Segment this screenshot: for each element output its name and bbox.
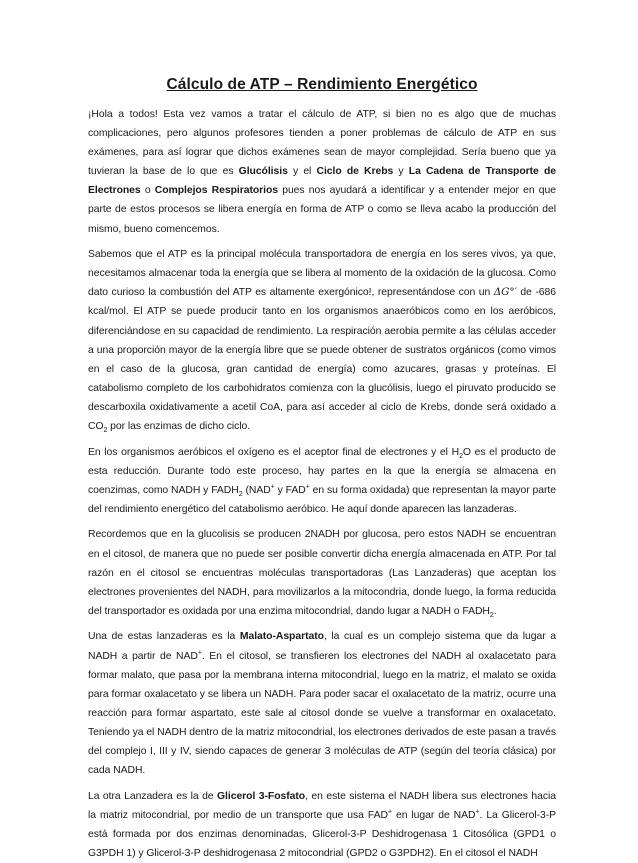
paragraph-intro xyxy=(88,105,556,239)
superscript: + xyxy=(387,808,392,816)
text-run: y xyxy=(393,166,409,178)
superscript: + xyxy=(197,649,202,657)
text-run: Una de estas lanzaderas es la xyxy=(88,631,240,643)
text-run: por las enzimas de dicho ciclo. xyxy=(107,421,251,432)
text-run: en su forma oxidada) que representan la mayor parte del rendimiento energético del catabolismo aeróbico. He aquí donde aparecen las lanzaderas. xyxy=(88,484,556,515)
text-run: o xyxy=(140,185,155,197)
text-run: en lugar de NAD xyxy=(392,809,476,821)
bold-term-malato-aspartato: Malato-Aspartato xyxy=(239,631,324,643)
text-run: Sabemos que el ATP es la principal molécula transportadora de energía en los seres vivos, ya que, necesitamos almacenar toda la energía que se libera al momento de la oxidación de la glucosa. Como dato curioso la combustión del ATP es altamente exergónico!, representándose con un xyxy=(88,249,556,299)
bold-term-cadena-transporte: La Cadena de Transporte de Electrones xyxy=(88,166,556,197)
subscript: 2 xyxy=(103,427,108,435)
subscript: 2 xyxy=(459,452,463,460)
text-run: En los organismos aeróbicos el oxígeno es el aceptor final de electrones y el H xyxy=(88,446,460,458)
text-run: Recordemos que en la glucolisis se producen 2NADH por glucosa, pero estos NADH se encuentran en el citosol, de manera que no puede ser posible convertir dicha energía almacenada en ATP. Por tal razón en el citosol se encuentras moléculas transportadoras (Las Lanzaderas) que aceptan los electrones provenientes del NADH, para movilizarlos a la mitocondria, donde luego, la forma reducida del transportador es oxidada por una enzima mitocondrial, dando lugar a NADH o FADH xyxy=(88,529,556,617)
text-run: , en este sistema el NADH libera sus electrones hacia la matriz mitocondrial, por medio de un transporte que usa FAD xyxy=(88,790,557,821)
text-run: . En el citosol, se transfieren los electrones del NADH al oxalacetato para formar malato, que pasa por la membrana interna mitocondrial, luego en la matriz, el malato se oxida para formar oxalacetato y se libera un NADH. Para poder sacar el oxalacetato de la matriz, ocurre una reacción para formar aspartato, este sale al citosol donde se vuelve a transformar en oxalacetato. Teniendo ya el NADH dentro de la matriz mitocondrial, los electrones derivados de este pasan a través del complejo I, III y IV, siendo capaces de generar 3 moléculas de ATP (según del teoría clásica) por cada NADH. xyxy=(88,650,557,777)
delta-g-symbol: ΔG°′ xyxy=(493,286,517,299)
paragraph-atp-energy xyxy=(88,245,556,436)
text-run: y el xyxy=(287,166,317,178)
paragraph-glucolisis-nadh xyxy=(88,525,556,620)
bold-term-complejos: Complejos Respiratorios xyxy=(154,185,279,197)
text-run: y FAD xyxy=(274,484,306,496)
superscript: + xyxy=(270,483,275,491)
text-run: . xyxy=(493,605,497,617)
subscript: 2 xyxy=(238,490,243,498)
superscript: + xyxy=(305,483,310,491)
text-run: , la cual es un complejo sistema que da lugar a NADH a partir de NAD xyxy=(88,631,556,662)
paragraph-aerobic xyxy=(88,443,556,519)
text-run: pues nos ayudará a identificar y a entender mejor en que parte de estos procesos se libera energía en forma de ATP o como se lleva acabo la producción del mismo, bueno comencemos. xyxy=(88,185,556,235)
paragraph-glicerol-fosfato xyxy=(88,787,556,863)
text-run: ¡Hola a todos! Esta vez vamos a tratar el cálculo de ATP, si bien no es algo que de muchas complicaciones, pero algunos profesores tienden a poner problemas de cálculo de ATP en sus exámenes, para así lograr que dichos exámenes sean de mayor complejidad. Sería bueno que ya tuvieran la base de lo que es xyxy=(88,109,556,178)
text-run: La otra Lanzadera es la de xyxy=(88,790,218,802)
text-run: (NAD xyxy=(242,484,271,496)
text-run: . La Glicerol-3-P está formada por dos enzimas denominadas, Glicerol-3-P Deshidrogenasa 1 Citosólica (GPD1 o G3PDH 1) y Glicerol-3-P deshidrogenasa 2 mitocondrial (GPD2 o G3PDH2). En el citosol el NADH xyxy=(88,809,557,859)
bold-term-glicerol-3-fosfato: Glicerol 3-Fosfato xyxy=(217,790,306,802)
superscript: + xyxy=(475,808,480,816)
subscript: 2 xyxy=(489,611,494,619)
bold-term-glucolisis: Glucólisis xyxy=(238,166,288,178)
text-run: de -686 kcal/mol. El ATP se puede producir tanto en los organismos anaeróbicos como en los aeróbicos, diferenciándose en su capacidad de rendimiento. La respiración aerobia permite a las células acceder a una proporción mayor de la energía libre que se puede obtener de sustratos orgánicos (como vimos en el caso de la glucosa, gran cantidad de energía) como azucares, grasas y proteínas. El catabolismo completo de los carbohidratos comienza con la glucólisis, luego el piruvato producido se descarboxila oxidativamente a acetil CoA, para así acceder al ciclo de Krebs, donde será oxidado a CO xyxy=(88,287,556,432)
text-run: O es el producto de esta reducción. Durante todo este proceso, hay partes en la que la energía se almacena en coenzimas, como NADH y FADH xyxy=(88,446,556,496)
document-title: Cálculo de ATP – Rendimiento Energético xyxy=(166,76,478,93)
bold-term-krebs: Ciclo de Krebs xyxy=(316,166,394,178)
paragraph-malato-aspartato xyxy=(88,627,556,780)
